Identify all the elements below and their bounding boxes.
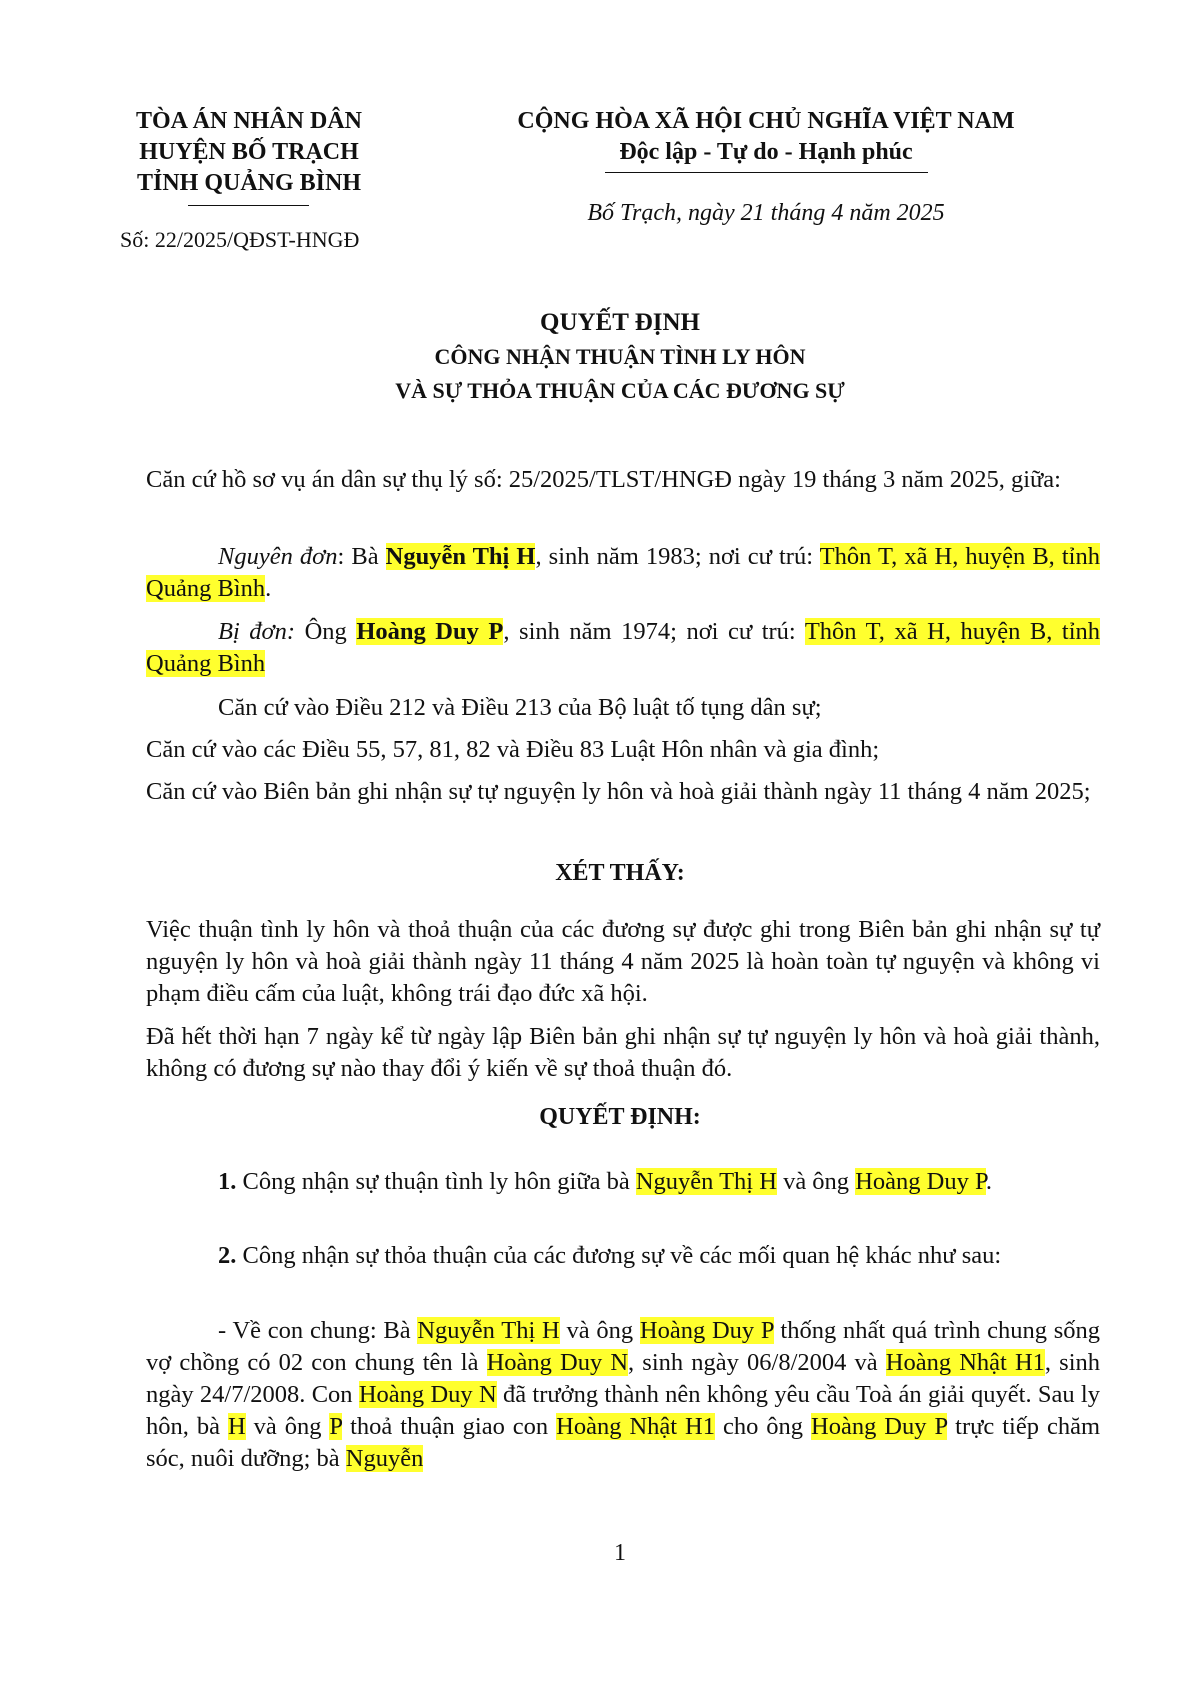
motto-underline bbox=[605, 172, 928, 173]
plaintiff-address: Thôn T, xã H, huyện B, tỉnh Quảng Bình bbox=[146, 543, 1100, 602]
wife-name: Nguyễn Thị H bbox=[635, 1168, 777, 1195]
children-text-2: và ông bbox=[559, 1317, 640, 1344]
children-text-3: thống nhất quá trình chung sống vợ chồng có 02 con chung tên là bbox=[146, 1317, 1100, 1376]
children-text-7: và ông bbox=[245, 1413, 330, 1440]
children-text-5: , sinh ngày 24/7/2008. Con bbox=[146, 1349, 1100, 1408]
item-1-end: . bbox=[985, 1168, 992, 1195]
children-wife-name: Nguyễn Thị H bbox=[417, 1317, 560, 1344]
children-text-6: đã trưởng thành nên không yêu cầu Toà án giải quyết. Sau ly hôn, bà bbox=[146, 1381, 1100, 1440]
wife-short-name: H bbox=[227, 1413, 246, 1440]
children-text-10: trực tiếp chăm sóc, nuôi dưỡng; bà bbox=[146, 1413, 1101, 1472]
item-1-text: Công nhận sự thuận tình ly hôn giữa bà bbox=[236, 1168, 636, 1195]
item-2-text: Công nhận sự thỏa thuận của các đương sự về các mối quan hệ khác như sau: bbox=[236, 1242, 1002, 1269]
court-underline bbox=[188, 205, 309, 206]
children-text-8: thoả thuận giao con bbox=[342, 1413, 557, 1440]
nation-name: CỘNG HÒA XÃ HỘI CHỦ NGHĨA VIỆT NAM bbox=[517, 108, 1015, 134]
considering-heading: XÉT THẤY: bbox=[555, 860, 685, 886]
plaintiff-end: . bbox=[265, 575, 272, 602]
item-1-conj: và ông bbox=[776, 1168, 856, 1195]
court-line-1: TÒA ÁN NHÂN DÂN bbox=[135, 108, 362, 134]
children-text-4: , sinh ngày 06/8/2004 và bbox=[628, 1349, 886, 1376]
defendant-name: Hoàng Duy P bbox=[356, 618, 504, 645]
children-paragraph bbox=[146, 1315, 1100, 1475]
legal-basis-2: Căn cứ vào các Điều 55, 57, 81, 82 và Điều 83 Luật Hôn nhân và gia đình; bbox=[146, 736, 880, 763]
decision-item-1 bbox=[146, 1166, 1100, 1198]
child-2-name: Hoàng Nhật H1 bbox=[885, 1349, 1045, 1376]
plaintiff-paragraph bbox=[146, 541, 1100, 605]
decision-heading: QUYẾT ĐỊNH: bbox=[539, 1104, 701, 1130]
doc-subtitle-2: VÀ SỰ THỎA THUẬN CỦA CÁC ĐƯƠNG SỰ bbox=[395, 378, 845, 403]
national-motto: Độc lập - Tự do - Hạnh phúc bbox=[619, 139, 913, 165]
considering-1: Việc thuận tình ly hôn và thoả thuận của các đương sự được ghi trong Biên bản ghi nhận sự tự nguyện ly hôn và hoà giải thành ngày 11 tháng 4 năm 2025 là hoàn toàn tự nguyện và không vi phạm điều cấm của luật, không trái đạo đức xã hội. bbox=[146, 916, 1100, 1007]
defendant-address: Thôn T, xã H, huyện B, tỉnh Quảng Bình bbox=[146, 618, 1101, 677]
legal-basis-3: Căn cứ vào Biên bản ghi nhận sự tự nguyện ly hôn và hoà giải thành ngày 11 tháng 4 năm 2025; bbox=[146, 778, 1091, 805]
children-text-9: cho ông bbox=[714, 1413, 812, 1440]
child-2-name-2: Hoàng Nhật H1 bbox=[556, 1413, 715, 1440]
children-husband-name: Hoàng Duy P bbox=[639, 1317, 774, 1344]
doc-subtitle-1: CÔNG NHẬN THUẬN TÌNH LY HÔN bbox=[434, 344, 806, 369]
legal-basis-1: Căn cứ vào Điều 212 và Điều 213 của Bộ luật tố tụng dân sự; bbox=[218, 694, 822, 721]
custodian-name: Hoàng Duy P bbox=[811, 1413, 948, 1440]
children-text-1: - Về con chung: Bà bbox=[218, 1317, 418, 1344]
children-wife-name-2: Nguyễn bbox=[345, 1445, 424, 1472]
husband-short-name: P bbox=[329, 1413, 343, 1440]
item-1-number: 1. bbox=[218, 1168, 237, 1195]
defendant-info: , sinh năm 1974; nơi cư trú: bbox=[503, 618, 805, 645]
considering-2: Đã hết thời hạn 7 ngày kể từ ngày lập Biên bản ghi nhận sự tự nguyện ly hôn và hoà giải thành, không có đương sự nào thay đổi ý kiến về sự thoả thuận đó. bbox=[146, 1023, 1100, 1082]
doc-title: QUYẾT ĐỊNH bbox=[540, 309, 700, 336]
item-2-number: 2. bbox=[218, 1242, 237, 1269]
defendant-label: Bị đơn: bbox=[218, 618, 296, 645]
plaintiff-info: , sinh năm 1983; nơi cư trú: bbox=[535, 543, 820, 570]
child-1-name-2: Hoàng Duy N bbox=[358, 1381, 497, 1408]
court-line-2: HUYỆN BỐ TRẠCH bbox=[139, 139, 359, 165]
plaintiff-prefix: : Bà bbox=[337, 543, 386, 570]
husband-name: Hoàng Duy P bbox=[855, 1168, 986, 1195]
court-name bbox=[118, 106, 380, 199]
plaintiff-label: Nguyên đơn bbox=[218, 543, 338, 570]
plaintiff-name: Nguyễn Thị H bbox=[385, 543, 536, 570]
child-1-name: Hoàng Duy N bbox=[486, 1349, 629, 1376]
court-line-3: TỈNH QUẢNG BÌNH bbox=[136, 170, 362, 196]
case-basis: Căn cứ hồ sơ vụ án dân sự thụ lý số: 25/2025/TLST/HNGĐ ngày 19 tháng 3 năm 2025, giữa: bbox=[146, 466, 1061, 493]
defendant-paragraph bbox=[146, 616, 1100, 680]
place-date: Bố Trạch, ngày 21 tháng 4 năm 2025 bbox=[587, 200, 945, 226]
defendant-prefix: Ông bbox=[295, 618, 357, 645]
decision-number: Số: 22/2025/QĐST-HNGĐ bbox=[120, 227, 360, 252]
page-number: 1 bbox=[614, 1540, 626, 1566]
decision-item-2 bbox=[146, 1240, 1100, 1272]
